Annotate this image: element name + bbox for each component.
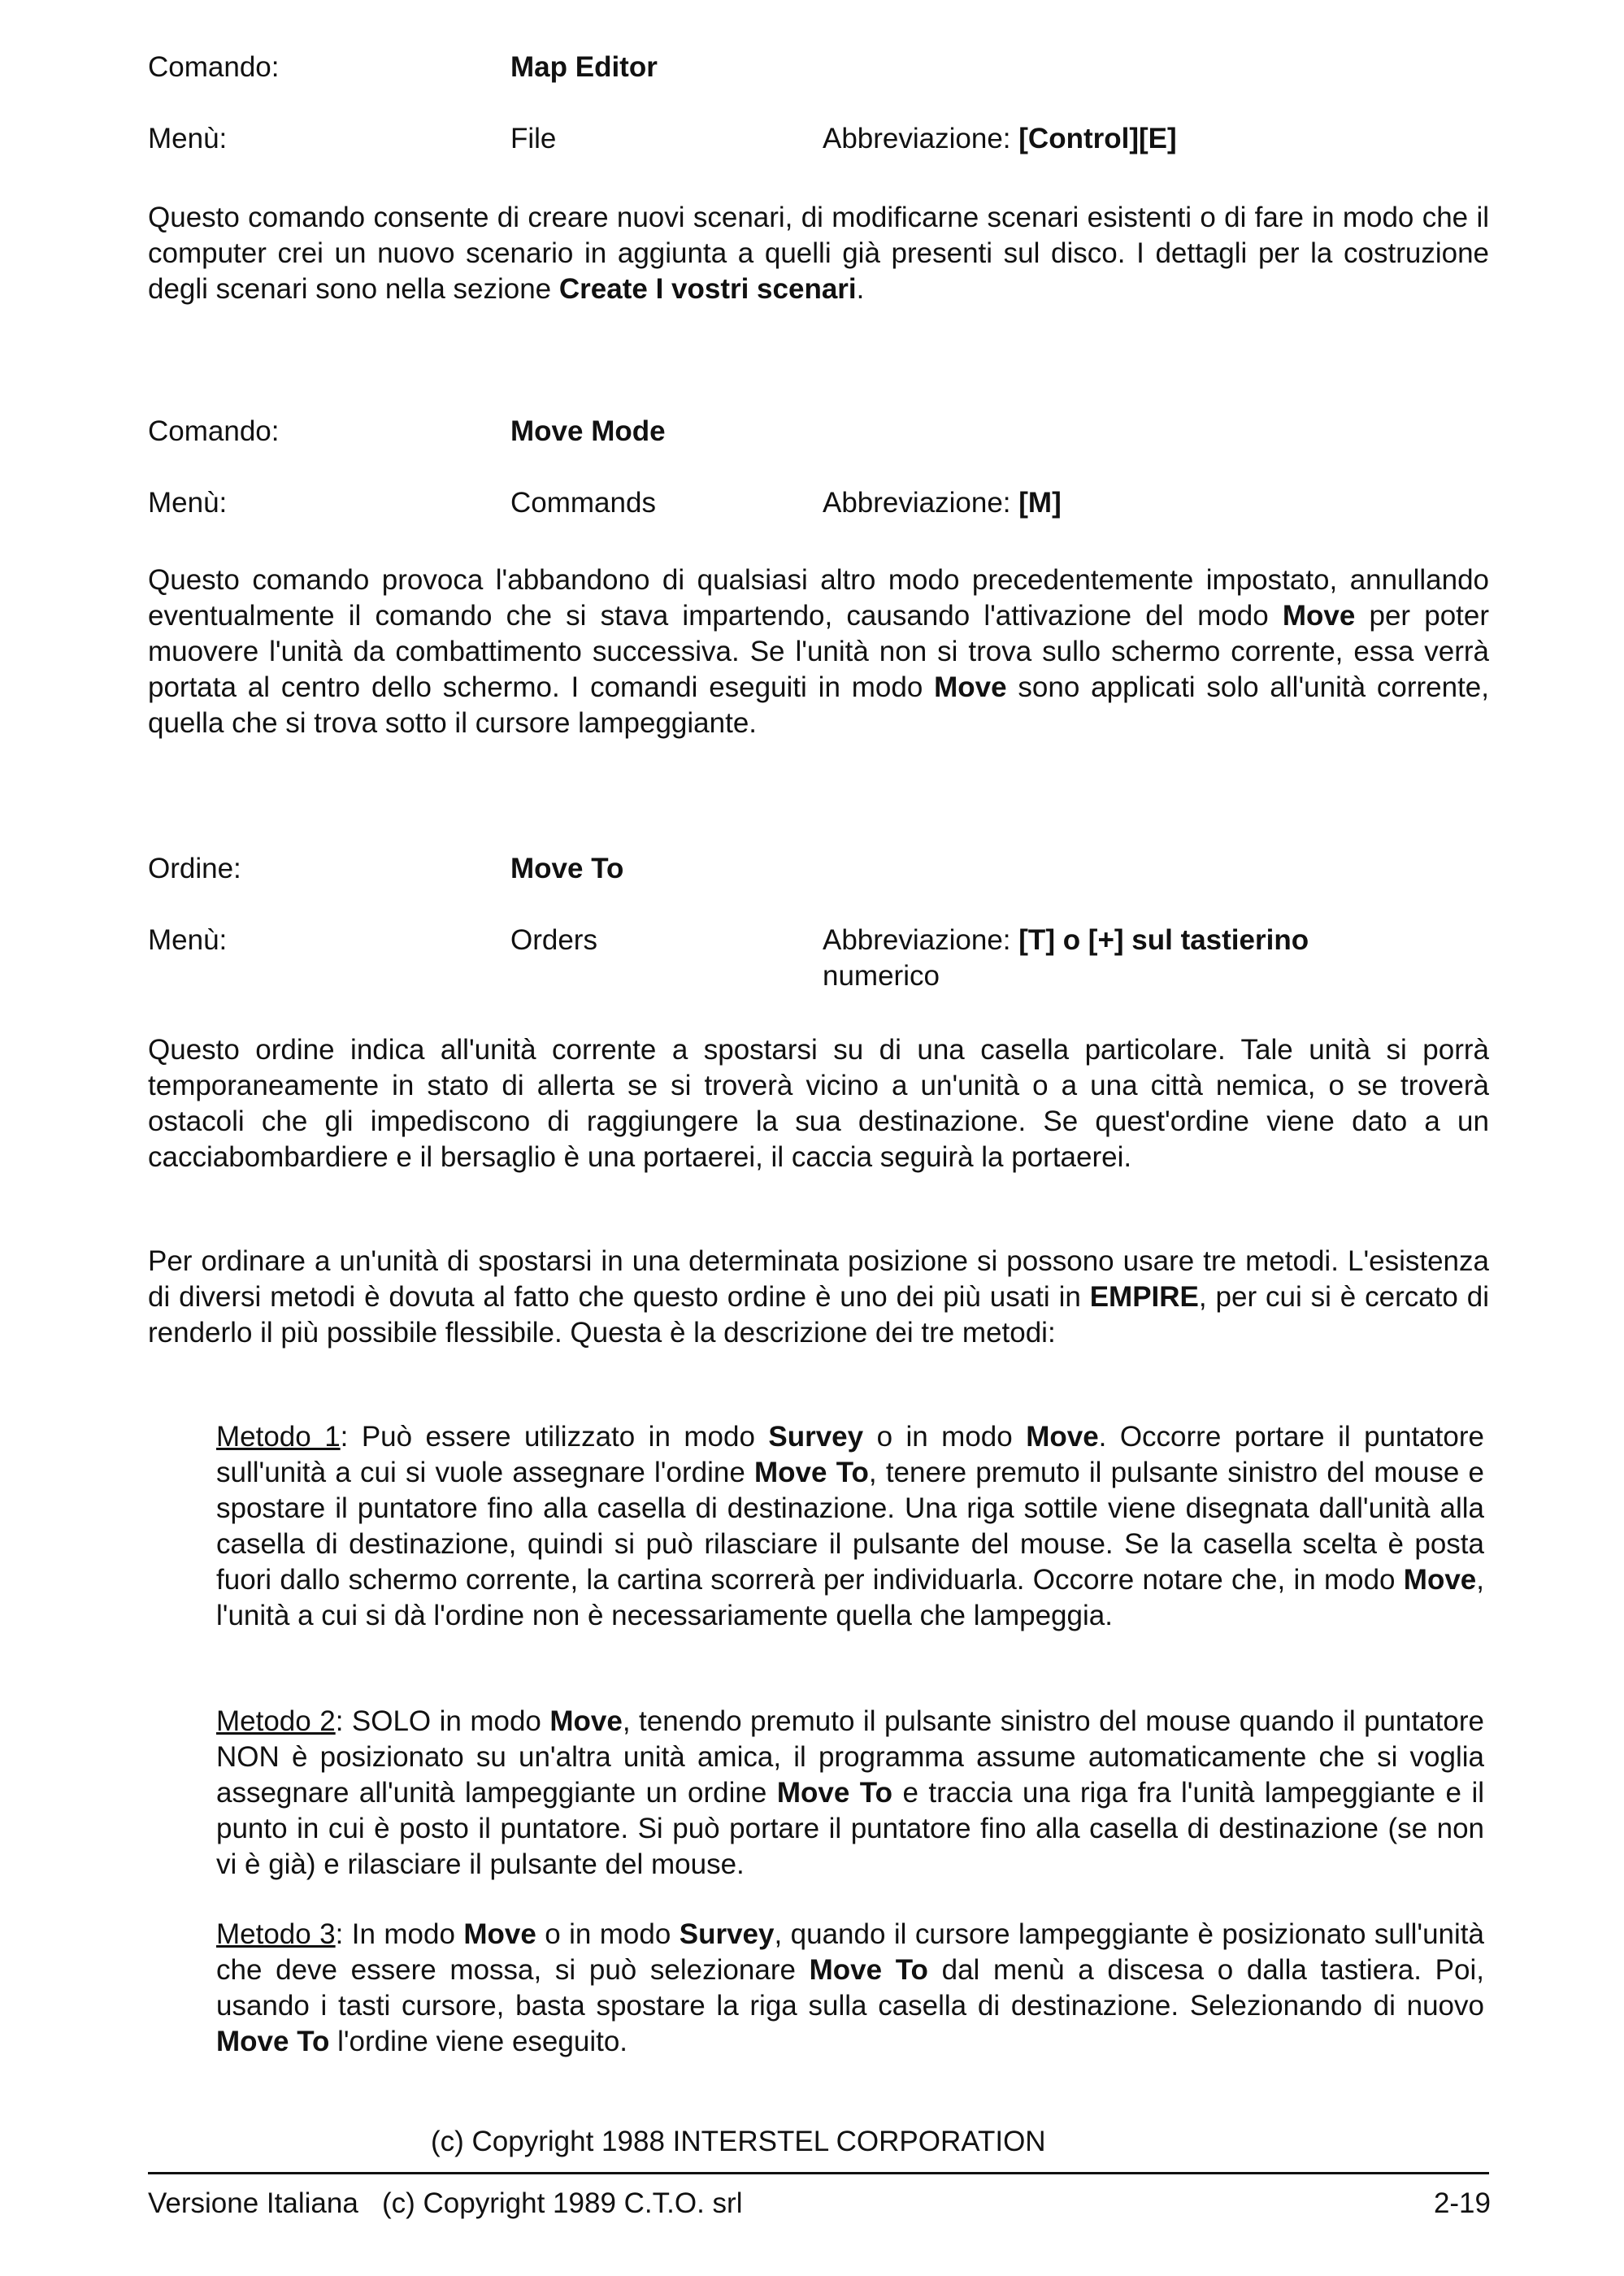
command-name: Map Editor [510, 51, 658, 83]
shortcut-label: Abbreviazione: [823, 123, 1011, 154]
method-text: : In modo [335, 1918, 464, 1950]
command-label: Comando: [148, 51, 280, 83]
menu-value: Commands [510, 487, 656, 519]
paragraph-text: , per cui si è cercato di renderlo il più possibile flessibile. Questa è la descrizione dei tre metodi: [148, 1281, 1490, 1349]
method-text: , quando il cursore lampeggiante è posizionato sull'unità che deve essere mossa, si può selezionare [216, 1918, 1484, 1986]
method-2-paragraph [216, 1704, 1484, 1883]
order-label: Ordine: [148, 853, 241, 884]
menu-label: Menù: [148, 487, 228, 519]
mode-name: Survey [679, 1918, 775, 1950]
description-paragraph: Questo ordine indica all'unità corrente a spostarsi su di una casella particolare. Tale unità si porrà temporaneamente in stato di allerta se si troverà vicino a un'unità o a una città nemica, o se troverà ostacoli che gli impediscono di raggiungere la sua destinazione. Se quest'ordine viene dato a un cacciabombardiere e il bersaglio è una portaerei, il caccia seguirà la portaerei. [148, 1034, 1489, 1173]
menu-value: File [510, 123, 557, 154]
method-text: : Può essere utilizzato in modo [340, 1421, 769, 1453]
method-1-paragraph [216, 1419, 1484, 1634]
method-text: , l'unità a cui si dà l'ordine non è necessariamente quella che lampeggia. [216, 1564, 1484, 1631]
shortcut [823, 122, 1177, 156]
footer-copyright: (c) Copyright 1989 C.T.O. srl [382, 2187, 743, 2219]
paragraph-text: . [856, 273, 865, 305]
shortcut [823, 923, 1309, 958]
order-name: Move To [776, 1777, 892, 1809]
shortcut [823, 486, 1062, 520]
mode-name: Move [549, 1705, 623, 1737]
shortcut-value-line2: numerico [823, 960, 940, 992]
paragraph-text: Questo comando provoca l'abbandono di qualsiasi altro modo precedentemente impostato, annullando eventualmente il comando che si stava impartendo, causando l'attivazione del modo [148, 564, 1489, 632]
method-text: e traccia una riga fra l'unità lampeggiante e il punto in cui è posto il puntatore. Si può portare il puntatore fino alla casella di destinazione (se non vi è già) e rilasciare il pulsante del mouse. [216, 1777, 1484, 1880]
mode-name: Move [1403, 1564, 1477, 1596]
method-3-paragraph [216, 1917, 1484, 2060]
method-text: o in modo [863, 1421, 1027, 1453]
game-name: EMPIRE [1089, 1281, 1199, 1313]
shortcut-value: [Control][E] [1018, 123, 1177, 154]
method-text: : SOLO in modo [335, 1705, 550, 1737]
paragraph-text: Per ordinare a un'unità di spostarsi in una determinata posizione si possono usare tre metodi. L'esistenza di diversi metodi è dovuta al fatto che questo ordine è uno dei più usati in [148, 1245, 1489, 1313]
description-paragraph [148, 562, 1489, 741]
method-title: Metodo 2 [216, 1705, 336, 1737]
command-name: Move Mode [510, 415, 666, 447]
order-name: Move To [809, 1954, 928, 1986]
method-text: . Occorre portare il puntatore sull'unità a cui si vuole assegnare l'ordine [216, 1421, 1484, 1488]
mode-name: Survey [768, 1421, 864, 1453]
order-name: Move To [510, 853, 624, 884]
paragraph-text: sono applicati solo all'unità corrente, quella che si trova sotto il cursore lampeggiante. [148, 671, 1489, 739]
mode-name: Move [1026, 1421, 1099, 1453]
order-name: Move To [216, 2026, 330, 2057]
method-title: Metodo 1 [216, 1421, 341, 1453]
method-text: , tenere premuto il pulsante sinistro del mouse e spostare il puntatore fino alla casella di destinazione. Una riga sottile viene disegnata dall'unità alla casella di destinazione, quindi si può rilasciare il pulsante del mouse. Se la casella scelta è posta fuori dallo schermo corrente, la cartina scorrerà per individuarla. Occorre notare che, in modo [216, 1457, 1484, 1596]
paragraph-text: per poter muovere l'unità da combattimento successiva. Se l'unità non si trova sullo schermo corrente, essa verrà portata al centro dello schermo. I comandi eseguiti in modo [148, 600, 1489, 703]
page-number: 2-19 [1433, 2187, 1491, 2219]
shortcut-label: Abbreviazione: [823, 924, 1011, 956]
menu-label: Menù: [148, 123, 228, 154]
order-name: Move To [754, 1457, 869, 1488]
method-title: Metodo 3 [216, 1918, 336, 1950]
footer-divider [148, 2172, 1489, 2174]
mode-name: Move [463, 1918, 536, 1950]
shortcut-value: [M] [1018, 487, 1062, 519]
footer-edition: Versione Italiana [148, 2187, 358, 2219]
mode-name: Move [1282, 600, 1356, 632]
command-label: Comando: [148, 415, 280, 447]
copyright-notice: (c) Copyright 1988 INTERSTEL CORPORATION [431, 2126, 1046, 2157]
description-paragraph [148, 200, 1489, 307]
mode-name: Move [934, 671, 1007, 703]
method-text: , tenendo premuto il pulsante sinistro del mouse quando il puntatore NON è posizionato su un'altra unità amica, il programma assume automaticamente che si voglia assegnare all'unità lampeggiante un ordine [216, 1705, 1484, 1809]
shortcut-label: Abbreviazione: [823, 487, 1011, 519]
method-text: o in modo [536, 1918, 680, 1950]
method-text: l'ordine viene eseguito. [329, 2026, 628, 2057]
menu-value: Orders [510, 924, 597, 956]
section-reference: Create I vostri scenari [558, 273, 857, 305]
menu-label: Menù: [148, 924, 228, 956]
methods-intro-paragraph [148, 1244, 1489, 1351]
method-text: dal menù a discesa o dalla tastiera. Poi, usando i tasti cursore, basta spostare la riga sulla casella di destinazione. Selezionando di nuovo [216, 1954, 1484, 2022]
paragraph-text: Questo comando consente di creare nuovi scenari, di modificarne scenari esistenti o di fare in modo che il computer crei un nuovo scenario in aggiunta a quelli già presenti sul disco. I dettagli per la costruzione degli scenari sono nella sezione [148, 202, 1489, 305]
shortcut-value: [T] o [+] sul tastierino [1018, 924, 1309, 956]
